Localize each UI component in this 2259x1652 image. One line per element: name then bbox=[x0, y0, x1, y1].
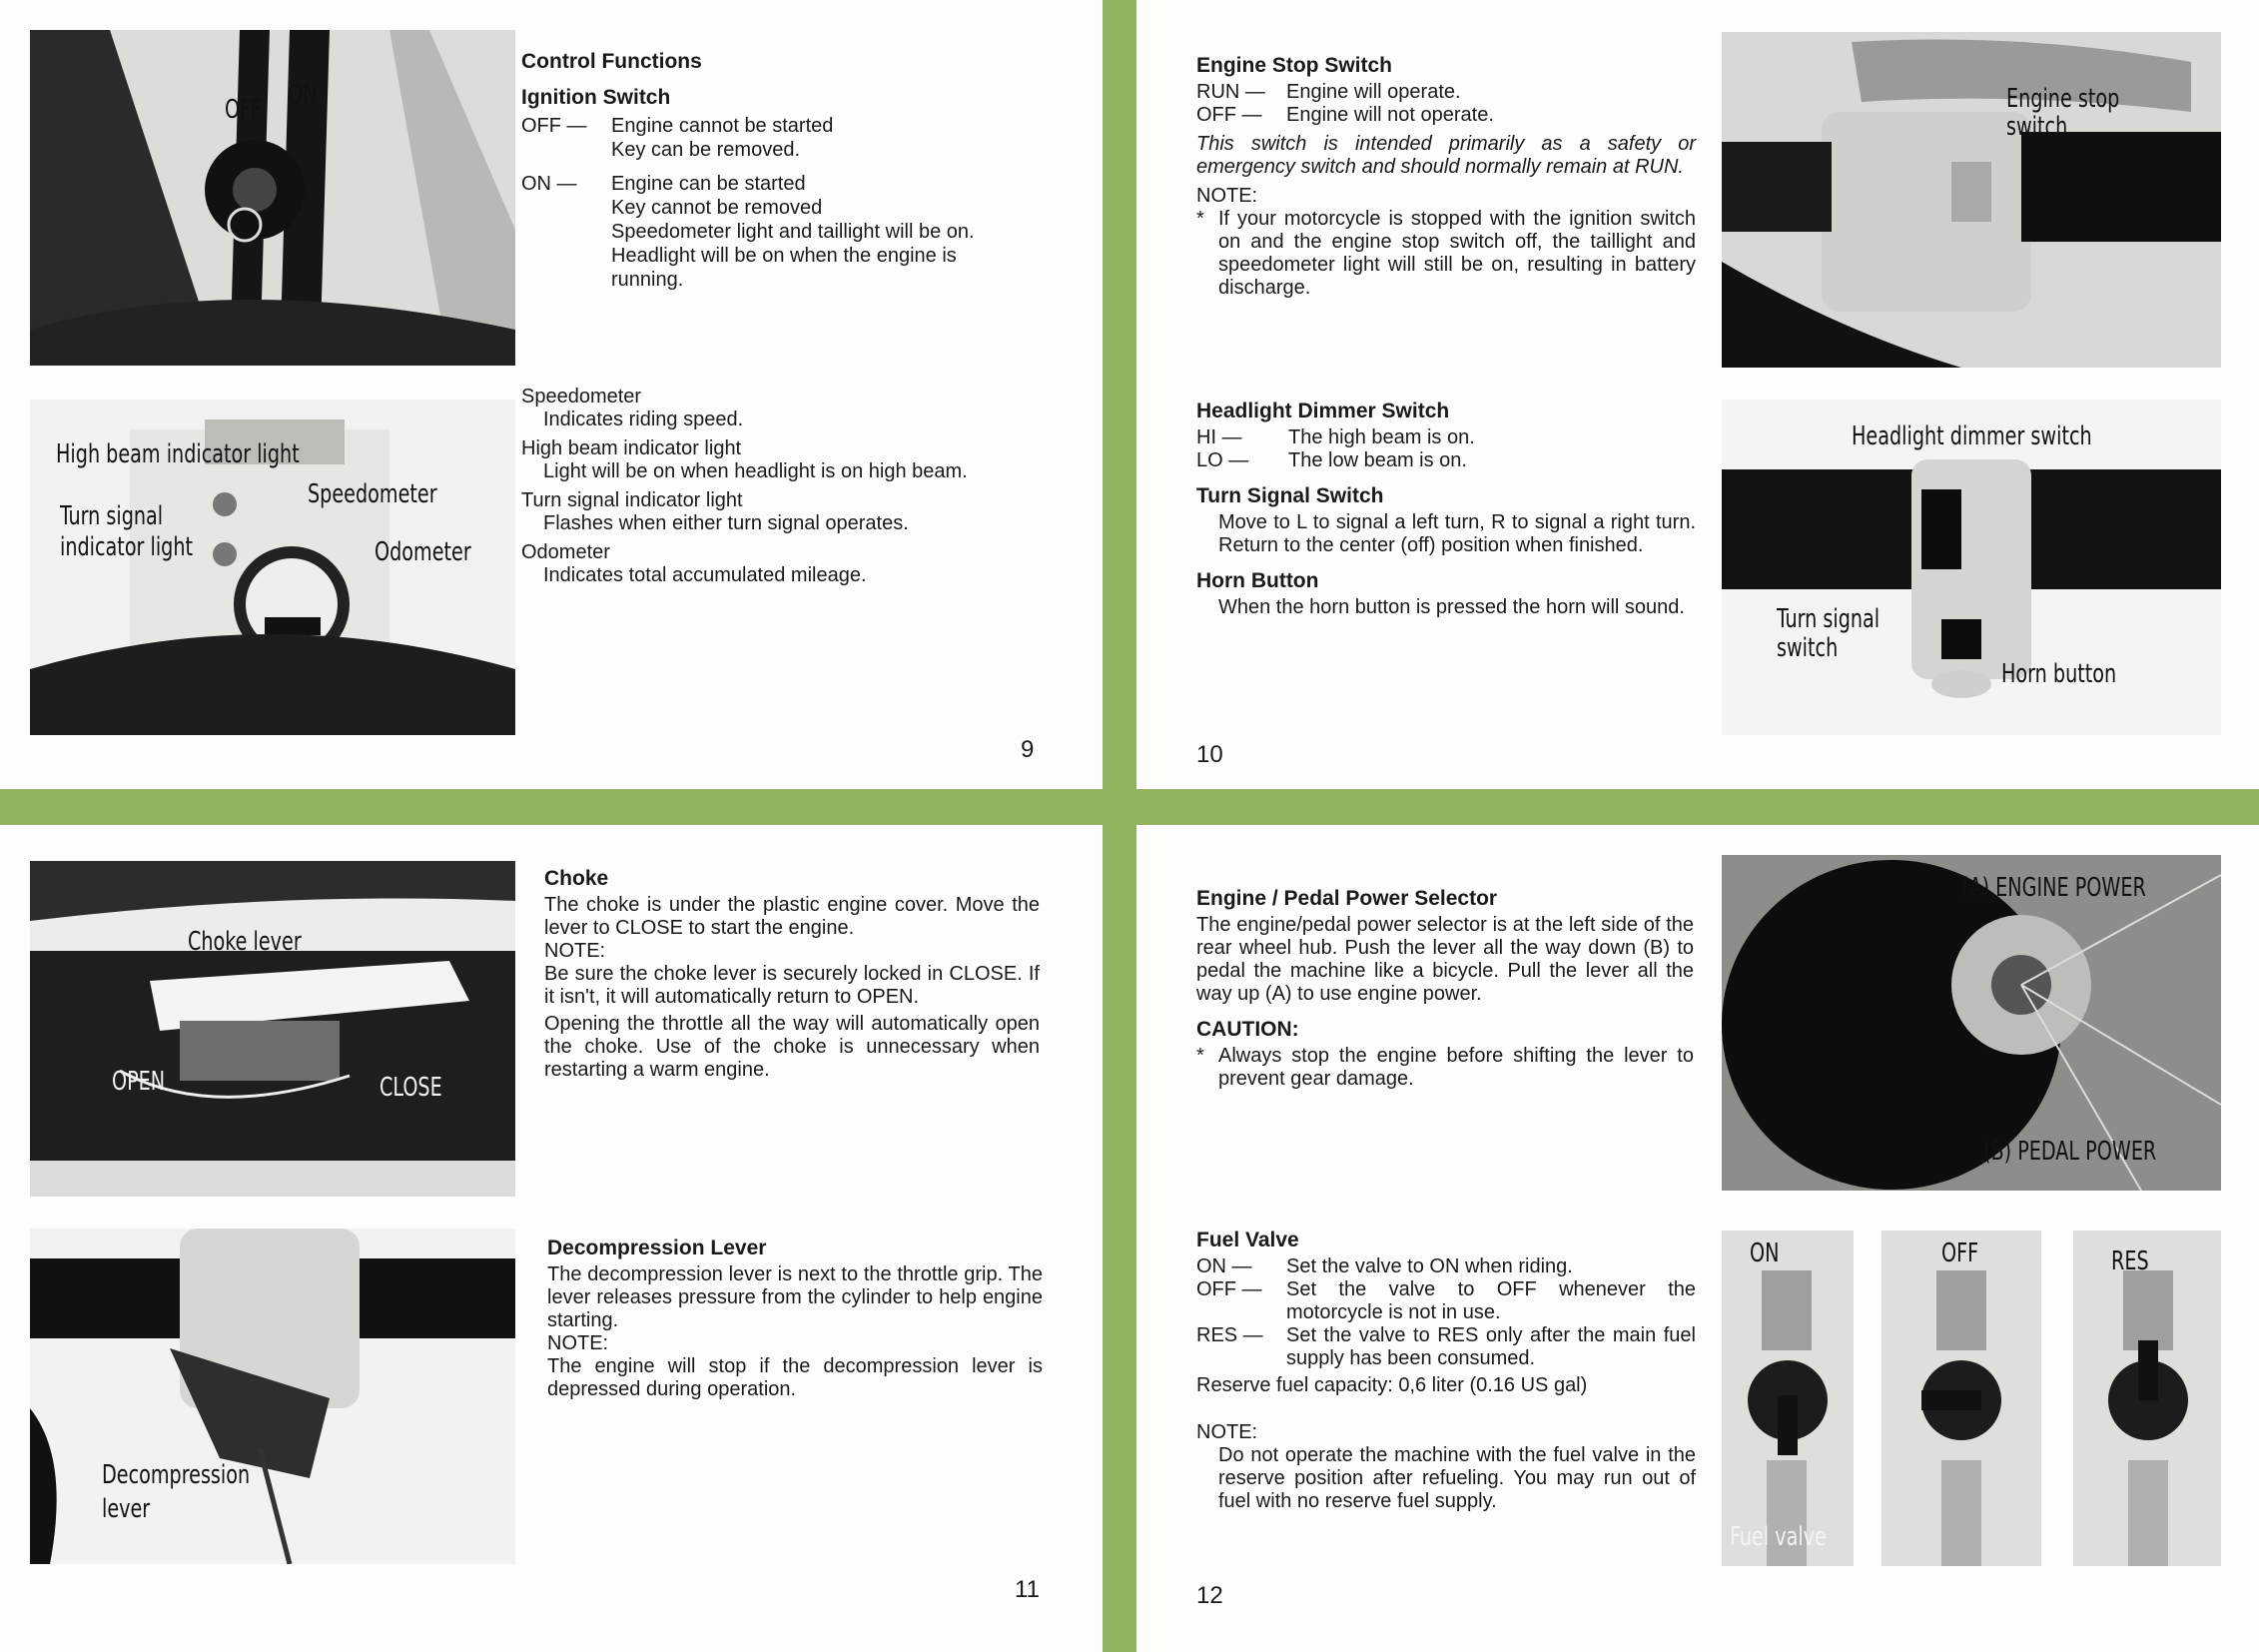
horizontal-divider-band bbox=[0, 789, 2259, 825]
choke-text: The choke is under the plastic engine cover. Move the lever to CLOSE to start the engine. bbox=[544, 894, 1040, 939]
page-number-10: 10 bbox=[1196, 741, 1223, 768]
on-line: Headlight will be on when the engine is bbox=[611, 245, 957, 267]
on-line: Engine can be started bbox=[611, 173, 806, 195]
instrument-desc: Indicates total accumulated mileage. bbox=[543, 564, 867, 586]
ignition-on-callout: ON bbox=[288, 80, 318, 110]
fuel-on-desc: Set the valve to ON when riding. bbox=[1286, 1255, 1573, 1277]
off-line: Key can be removed. bbox=[611, 139, 800, 161]
turn-switch-callout-line1: Turn signal bbox=[1777, 604, 1881, 634]
choke-note-label: NOTE: bbox=[544, 940, 606, 962]
page-number-12: 12 bbox=[1196, 1582, 1223, 1609]
lo-desc: The low beam is on. bbox=[1288, 449, 1467, 471]
on-term: ON — bbox=[521, 173, 577, 195]
off-line: Engine cannot be started bbox=[611, 115, 834, 137]
dimmer-callout: Headlight dimmer switch bbox=[1852, 421, 2092, 451]
selector-text-block bbox=[1196, 887, 1694, 1091]
instrument-item bbox=[521, 489, 1061, 535]
engine-stop-switch-photo bbox=[1722, 32, 2221, 368]
engine-stop-text-block bbox=[1196, 54, 1696, 300]
horn-callout: Horn button bbox=[2001, 659, 2117, 689]
choke-open-callout: OPEN bbox=[112, 1067, 166, 1097]
selector-text: The engine/pedal power selector is at the left side of the rear wheel hub. Push the lever all the way down (B) to pedal the machine like a bicycle. Pull the lever all the way up (A) to use engine power. bbox=[1196, 914, 1694, 1005]
ignition-on-row bbox=[521, 172, 1041, 292]
off-term: OFF — bbox=[521, 115, 587, 137]
fuel-valve-on-photo bbox=[1722, 1231, 1854, 1566]
caution-label: CAUTION: bbox=[1196, 1018, 1299, 1041]
speedometer-callout: Speedometer bbox=[308, 479, 437, 509]
instrument-label: Turn signal indicator light bbox=[521, 489, 743, 511]
on-line: Speedometer light and taillight will be on. bbox=[611, 221, 975, 243]
caution-row: * Always stop the engine before shifting the lever to prevent gear damage. bbox=[1196, 1045, 1694, 1090]
fuel-on-row bbox=[1196, 1255, 1696, 1278]
page-number-9: 9 bbox=[1021, 736, 1035, 763]
ignition-switch-photo bbox=[30, 30, 515, 366]
off-desc bbox=[611, 114, 833, 162]
engine-stop-note: * If your motorcycle is stopped with the ignition switch on and the engine stop switch off, the taillight and speedometer light will still be on, resulting in battery discharge. bbox=[1196, 208, 1696, 299]
engine-stop-callout-line2: switch bbox=[2006, 112, 2068, 142]
instrument-item bbox=[521, 386, 1061, 431]
instrument-desc: Indicates riding speed. bbox=[543, 409, 744, 430]
decompression-note-label: NOTE: bbox=[547, 1332, 609, 1354]
page-number-11: 11 bbox=[1015, 1576, 1040, 1603]
hi-desc: The high beam is on. bbox=[1288, 426, 1475, 448]
run-desc: Engine will operate. bbox=[1286, 81, 1461, 103]
choke-close-callout: CLOSE bbox=[379, 1073, 442, 1103]
fuel-valve-off-photo bbox=[1882, 1231, 2041, 1566]
lo-term: LO — bbox=[1196, 449, 1249, 471]
run-row bbox=[1196, 81, 1696, 104]
dimmer-text-block bbox=[1196, 400, 1696, 619]
engine-stop-callout-line1: Engine stop bbox=[2006, 84, 2120, 114]
fuel-valve-text-block bbox=[1196, 1229, 1696, 1513]
run-term: RUN — bbox=[1196, 81, 1265, 103]
instrument-label: High beam indicator light bbox=[521, 437, 742, 459]
engine-stop-note-label: NOTE: bbox=[1196, 185, 1258, 207]
page-11 bbox=[0, 825, 1103, 1652]
handlebar-switch-photo bbox=[1722, 400, 2221, 735]
choke-text-block bbox=[544, 867, 1040, 1082]
page-10 bbox=[1136, 0, 2259, 789]
turn-signal-switch-heading: Turn Signal Switch bbox=[1196, 484, 1384, 507]
decompression-text: The decompression lever is next to the throttle grip. The lever releases pressure from the cylinder to help engine starting. bbox=[547, 1263, 1043, 1331]
fuel-valve-callout: Fuel valve bbox=[1730, 1522, 1827, 1552]
decompression-photo bbox=[30, 1229, 515, 1564]
safety-note: This switch is intended primarily as a safety or emergency switch and should normally remain at RUN. bbox=[1196, 133, 1696, 178]
fuel-res-desc: Set the valve to RES only after the main fuel supply has been consumed. bbox=[1286, 1324, 1696, 1369]
on-line: Key cannot be removed bbox=[611, 197, 823, 219]
odometer-callout: Odometer bbox=[375, 537, 471, 567]
choke-lever-callout: Choke lever bbox=[188, 927, 302, 957]
ignition-off-callout: OFF bbox=[225, 95, 263, 125]
fuel-note-label: NOTE: bbox=[1196, 1421, 1258, 1443]
stop-off-term: OFF — bbox=[1196, 104, 1262, 126]
valve-res-callout: RES bbox=[2111, 1246, 2149, 1276]
decompression-text-block bbox=[547, 1237, 1043, 1401]
choke-note-text: Be sure the choke lever is securely locked in CLOSE. If it isn't, it will automatically return to OPEN. bbox=[544, 963, 1040, 1008]
caution-text: Always stop the engine before shifting the lever to prevent gear damage. bbox=[1218, 1045, 1694, 1090]
decompression-heading: Decompression Lever bbox=[547, 1237, 767, 1259]
fuel-note-text: Do not operate the machine with the fuel valve in the reserve position after refueling. You may run out of fuel with no reserve fuel supply. bbox=[1218, 1444, 1696, 1512]
instrument-text-block bbox=[521, 386, 1061, 587]
on-line: running. bbox=[611, 269, 684, 291]
instrument-label: Odometer bbox=[521, 541, 610, 563]
turn-signal-switch-text: Move to L to signal a left turn, R to signal a right turn. Return to the center (off) position when finished. bbox=[1218, 511, 1696, 556]
valve-off-callout: OFF bbox=[1941, 1239, 1979, 1268]
hi-term: HI — bbox=[1196, 426, 1242, 448]
choke-photo bbox=[30, 861, 515, 1197]
horn-button-text: When the horn button is pressed the horn will sound. bbox=[1218, 596, 1685, 618]
fuel-res-term: RES — bbox=[1196, 1324, 1263, 1346]
page-9 bbox=[0, 0, 1103, 789]
reserve-capacity: Reserve fuel capacity: 0,6 liter (0.16 US gal) bbox=[1196, 1374, 1588, 1396]
pedal-power-callout: (B) PEDAL POWER bbox=[1983, 1137, 2157, 1167]
instrument-label: Speedometer bbox=[521, 386, 642, 408]
engine-power-callout: (A) ENGINE POWER bbox=[1961, 873, 2146, 903]
fuel-valve-heading: Fuel Valve bbox=[1196, 1229, 1299, 1251]
hi-row bbox=[1196, 426, 1696, 449]
turn-signal-callout-line2: indicator light bbox=[60, 532, 194, 562]
turn-switch-callout-line2: switch bbox=[1777, 633, 1839, 663]
instrument-desc: Flashes when either turn signal operates. bbox=[543, 512, 909, 534]
vertical-divider-band bbox=[1103, 0, 1136, 1652]
control-functions-heading: Control Functions bbox=[521, 50, 702, 73]
fuel-off-row bbox=[1196, 1278, 1696, 1324]
engine-stop-note-text: If your motorcycle is stopped with the ignition switch on and the engine stop switch off, the taillight and speedometer light will still be on, resulting in battery discharge. bbox=[1218, 208, 1696, 299]
instrument-item bbox=[521, 437, 1061, 483]
instrument-desc: Light will be on when headlight is on high beam. bbox=[543, 460, 968, 482]
selector-heading: Engine / Pedal Power Selector bbox=[1196, 887, 1498, 910]
page-12 bbox=[1136, 825, 2259, 1652]
choke-text-2: Opening the throttle all the way will automatically open the choke. Use of the choke is unnecessary when restarting a warm engine. bbox=[544, 1013, 1040, 1081]
decompression-note-text: The engine will stop if the decompression lever is depressed during operation. bbox=[547, 1355, 1043, 1400]
on-desc bbox=[611, 172, 975, 292]
fuel-on-term: ON — bbox=[1196, 1255, 1252, 1277]
decompression-callout-line1: Decompression bbox=[102, 1460, 251, 1490]
lo-row bbox=[1196, 449, 1696, 472]
decompression-callout-line2: lever bbox=[102, 1494, 151, 1524]
stop-off-desc: Engine will not operate. bbox=[1286, 104, 1494, 126]
valve-on-callout: ON bbox=[1750, 1239, 1780, 1268]
instrument-item bbox=[521, 541, 1061, 587]
fuel-valve-res-photo bbox=[2073, 1231, 2221, 1566]
stop-off-row bbox=[1196, 104, 1696, 127]
fuel-off-term: OFF — bbox=[1196, 1278, 1262, 1300]
choke-heading: Choke bbox=[544, 867, 609, 890]
engine-stop-heading: Engine Stop Switch bbox=[1196, 54, 1393, 77]
ignition-off-row bbox=[521, 114, 1041, 162]
horn-button-heading: Horn Button bbox=[1196, 569, 1319, 592]
ignition-switch-heading: Ignition Switch bbox=[521, 86, 671, 109]
fuel-res-row bbox=[1196, 1324, 1696, 1370]
high-beam-callout: High beam indicator light bbox=[56, 439, 300, 469]
ignition-text-block bbox=[521, 50, 1041, 292]
fuel-off-desc: Set the valve to OFF whenever the motorcycle is not in use. bbox=[1286, 1278, 1696, 1323]
dimmer-heading: Headlight Dimmer Switch bbox=[1196, 400, 1450, 422]
power-selector-photo bbox=[1722, 855, 2221, 1191]
speedometer-photo bbox=[30, 400, 515, 735]
turn-signal-callout-line1: Turn signal bbox=[60, 501, 164, 531]
